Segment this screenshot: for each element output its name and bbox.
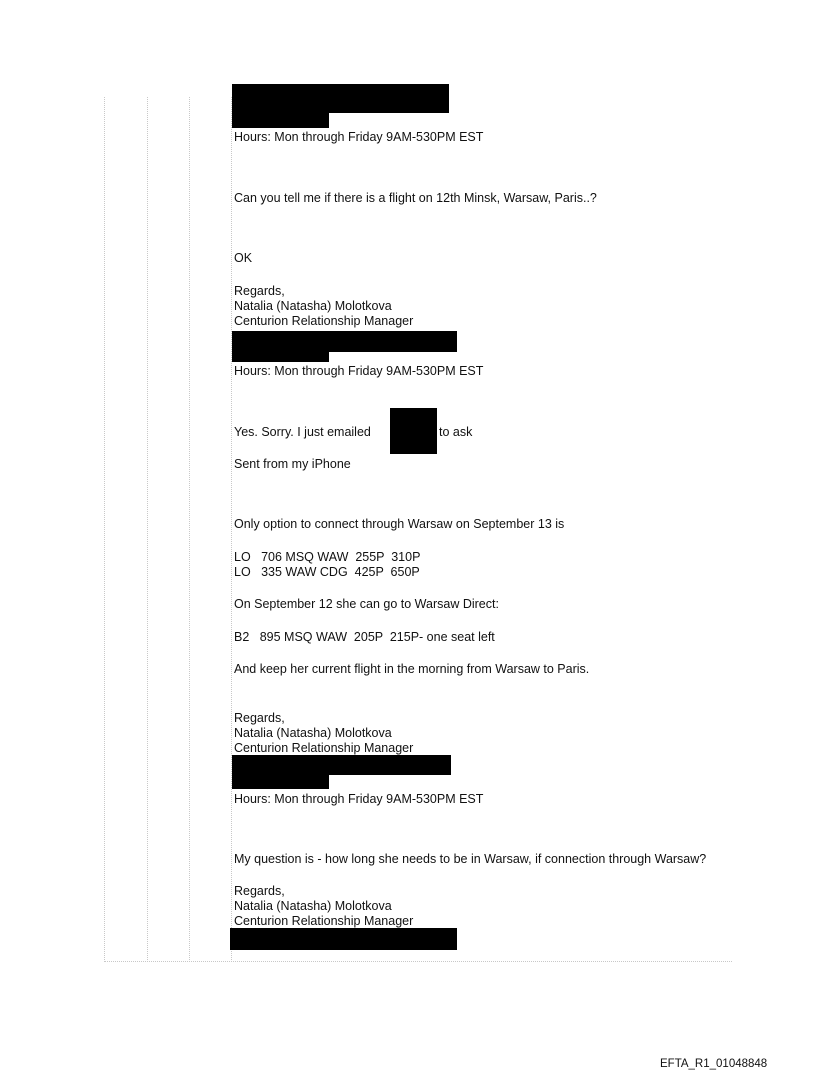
option-intro: Only option to connect through Warsaw on September 13 is — [234, 517, 565, 531]
quote-rule-3 — [189, 97, 190, 962]
signature-regards: Regards, — [234, 884, 285, 898]
signature-regards: Regards, — [234, 711, 285, 725]
flight-line: B2 895 MSQ WAW 205P 215P- one seat left — [234, 630, 495, 644]
reply-text: Yes. Sorry. I just emailed — [234, 425, 371, 439]
signature-name: Natalia (Natasha) Molotkova — [234, 726, 392, 740]
redaction-block — [232, 84, 449, 113]
signature-title: Centurion Relationship Manager — [234, 914, 414, 928]
redaction-block — [390, 408, 437, 454]
closing-line: And keep her current flight in the morning from Warsaw to Paris. — [234, 662, 590, 676]
hours-line: Hours: Mon through Friday 9AM-530PM EST — [234, 792, 484, 806]
signature-title: Centurion Relationship Manager — [234, 314, 414, 328]
document-id: EFTA_R1_01048848 — [660, 1058, 768, 1070]
signature-title: Centurion Relationship Manager — [234, 741, 414, 755]
flight-line: LO 706 MSQ WAW 255P 310P — [234, 550, 421, 564]
redaction-block — [232, 351, 329, 362]
reply-text-tail: to ask — [439, 425, 473, 439]
redaction-block — [232, 331, 457, 352]
quote-rule-4 — [231, 97, 232, 962]
quote-rule-2 — [147, 97, 148, 962]
signature-regards: Regards, — [234, 284, 285, 298]
redaction-block — [232, 755, 451, 775]
flight-line: LO 335 WAW CDG 425P 650P — [234, 565, 420, 579]
signature-name: Natalia (Natasha) Molotkova — [234, 899, 392, 913]
hours-line: Hours: Mon through Friday 9AM-530PM EST — [234, 364, 484, 378]
sent-from: Sent from my iPhone — [234, 457, 351, 471]
redaction-block — [232, 773, 329, 789]
signature-name: Natalia (Natasha) Molotkova — [234, 299, 392, 313]
redaction-block — [230, 928, 457, 950]
message-question: Can you tell me if there is a flight on 12th Minsk, Warsaw, Paris..? — [234, 191, 597, 205]
message-ok: OK — [234, 251, 253, 265]
message-question: My question is - how long she needs to be in Warsaw, if connection through Warsaw? — [234, 852, 707, 866]
alt-intro: On September 12 she can go to Warsaw Direct: — [234, 597, 499, 611]
redaction-block — [232, 112, 329, 128]
bottom-rule — [104, 961, 732, 962]
quote-rule-1 — [104, 97, 105, 962]
hours-line: Hours: Mon through Friday 9AM-530PM EST — [234, 130, 484, 144]
